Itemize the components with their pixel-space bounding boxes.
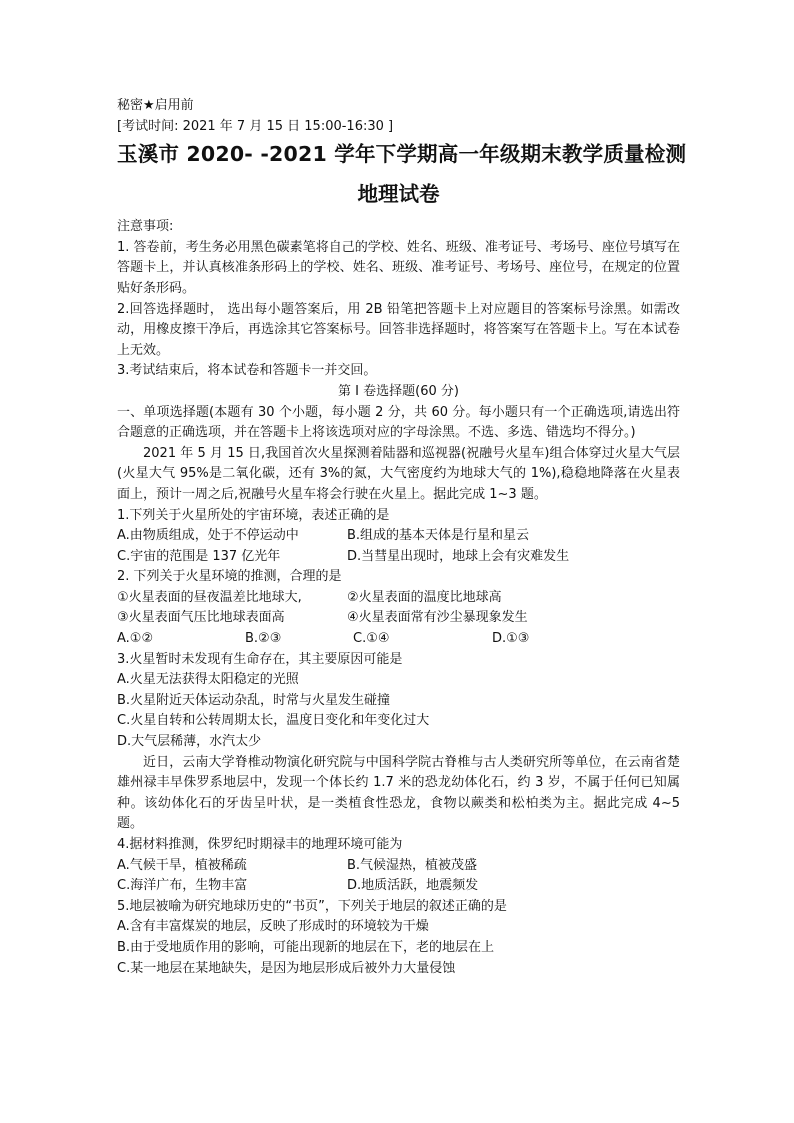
material-mars: 2021 年 5 月 15 日,我国首次火星探测着陆器和巡视器(祝融号火星车)组合体穿过火星大气层(火星大气 95%是二氧化碳，还有 3%的氮，大气密度约为地球大气的 1%),稳稳地降落在火星表面上，预计一周之后,祝融号火星车将会行驶在火星上。据此完成 1~3 题。 — [117, 445, 680, 502]
option-b: B.②③ — [245, 631, 282, 647]
option-a: A.气候干旱，植被稀疏 — [117, 857, 247, 873]
option-a: A.由物质组成，处于不停运动中 — [117, 528, 299, 544]
option-d: D.大气层稀薄，水汽太少 — [117, 734, 262, 750]
option-c: C.火星自转和公转周期太长，温度日变化和年变化过大 — [117, 713, 430, 729]
question-4-stem: 4.据材料推测，侏罗纪时期禄丰的地理环境可能为 — [117, 837, 403, 852]
note-item-3: 3.考试结束后，将本试卷和答题卡一并交回。 — [117, 363, 377, 379]
option-a: A.①② — [117, 631, 154, 647]
question-4-options-row2 — [117, 876, 680, 897]
option-d: D.地质活跃，地震频发 — [347, 878, 479, 894]
option-a: A.火星无法获得太阳稳定的光照 — [117, 672, 299, 688]
option-d: D.当彗星出现时，地球上会有灾难发生 — [347, 548, 570, 564]
question-1-options-row2 — [117, 547, 680, 568]
option-c: C.宇宙的范围是 137 亿光年 — [117, 548, 281, 564]
note-item-1: 1. 答卷前，考生务必用黑色碳素笔将自己的学校、姓名、班级、准考证号、考场号、座位号填写在答题卡上，并认真核准条形码上的学校、姓名、班级、准考证号、考场号、座位号，在规定的位置贴好条形码。 — [117, 239, 680, 296]
question-1-options-row1 — [117, 526, 680, 547]
option-a: A.含有丰富煤炭的地层，反映了形成时的环境较为干燥 — [117, 919, 429, 935]
option-d: D.①③ — [492, 631, 530, 647]
exam-title: 玉溪市 2020- -2021 学年下学期高一年级期末教学质量检测 — [117, 142, 687, 167]
question-4-options-row1 — [117, 856, 680, 877]
option-c: C.某一地层在某地缺失，是因为地层形成后被外力大量侵蚀 — [117, 960, 456, 976]
material-dinosaur: 近日，云南大学脊椎动物演化研究院与中国科学院古脊椎与古人类研究所等单位，在云南省楚雄州禄丰早侏罗系地层中，发现一个体长约 1.7 米的恐龙幼体化石，约 3 岁，不属于任何已知属种。该幼体化石的牙齿呈叶状，是一类植食性恐龙，食物以蕨类和松柏类为主。据此完成 4~5 题。 — [117, 754, 680, 832]
exam-subtitle: 地理试卷 — [357, 182, 440, 207]
section-title: 第 I 卷选择题(60 分) — [338, 383, 459, 399]
secret-label: 秘密★启用前 — [117, 98, 194, 113]
section-instructions: 一、单项选择题(本题有 30 个小题，每小题 2 分，共 60 分。每小题只有一个正确选项,请选出符合题意的正确选项，并在答题卡上将该选项对应的字母涂黑。不选、多选、错选均不得分。) — [117, 404, 680, 441]
statement-3: ③火星表面气压比地球表面高 — [117, 610, 285, 626]
question-2-stem: 2. 下列关于火星环境的推测，合理的是 — [117, 569, 342, 585]
statement-1: ①火星表面的昼夜温差比地球大, — [117, 589, 302, 605]
question-2-statements-row2 — [117, 608, 680, 629]
option-c: C.①④ — [353, 631, 390, 647]
question-3-stem: 3.火星暂时未发现有生命存在，其主要原因可能是 — [117, 651, 403, 667]
question-5-stem: 5.地层被喻为研究地球历史的“书页”，下列关于地层的叙述正确的是 — [117, 898, 507, 914]
exam-page — [117, 96, 687, 979]
question-2-options — [117, 629, 680, 650]
exam-time: [考试时间: 2021 年 7 月 15 日 15:00-16:30 ] — [117, 118, 394, 134]
notes-heading: 注意事项: — [117, 219, 174, 235]
statement-4: ④火星表面常有沙尘暴现象发生 — [347, 610, 528, 626]
note-item-2: 2.回答选择题时， 选出每小题答案后，用 2B 铅笔把答题卡上对应题目的答案标号涂黑。如需改动，用橡皮擦干净后，再选涂其它答案标号。回答非选择题时，将答案写在答题卡上。写在本试卷上无效。 — [117, 301, 680, 358]
option-c: C.海洋广布，生物丰富 — [117, 878, 248, 894]
option-b: B.火星附近天体运动杂乱，时常与火星发生碰撞 — [117, 692, 391, 708]
option-b: B.气候湿热，植被茂盛 — [347, 857, 478, 873]
option-b: B.由于受地质作用的影响，可能出现新的地层在下，老的地层在上 — [117, 939, 495, 955]
question-2-statements-row1 — [117, 588, 680, 609]
statement-2: ②火星表面的温度比地球高 — [347, 589, 502, 605]
question-1-stem: 1.下列关于火星所处的宇宙环境，表述正确的是 — [117, 507, 390, 523]
option-b: B.组成的基本天体是行星和星云 — [347, 528, 530, 544]
